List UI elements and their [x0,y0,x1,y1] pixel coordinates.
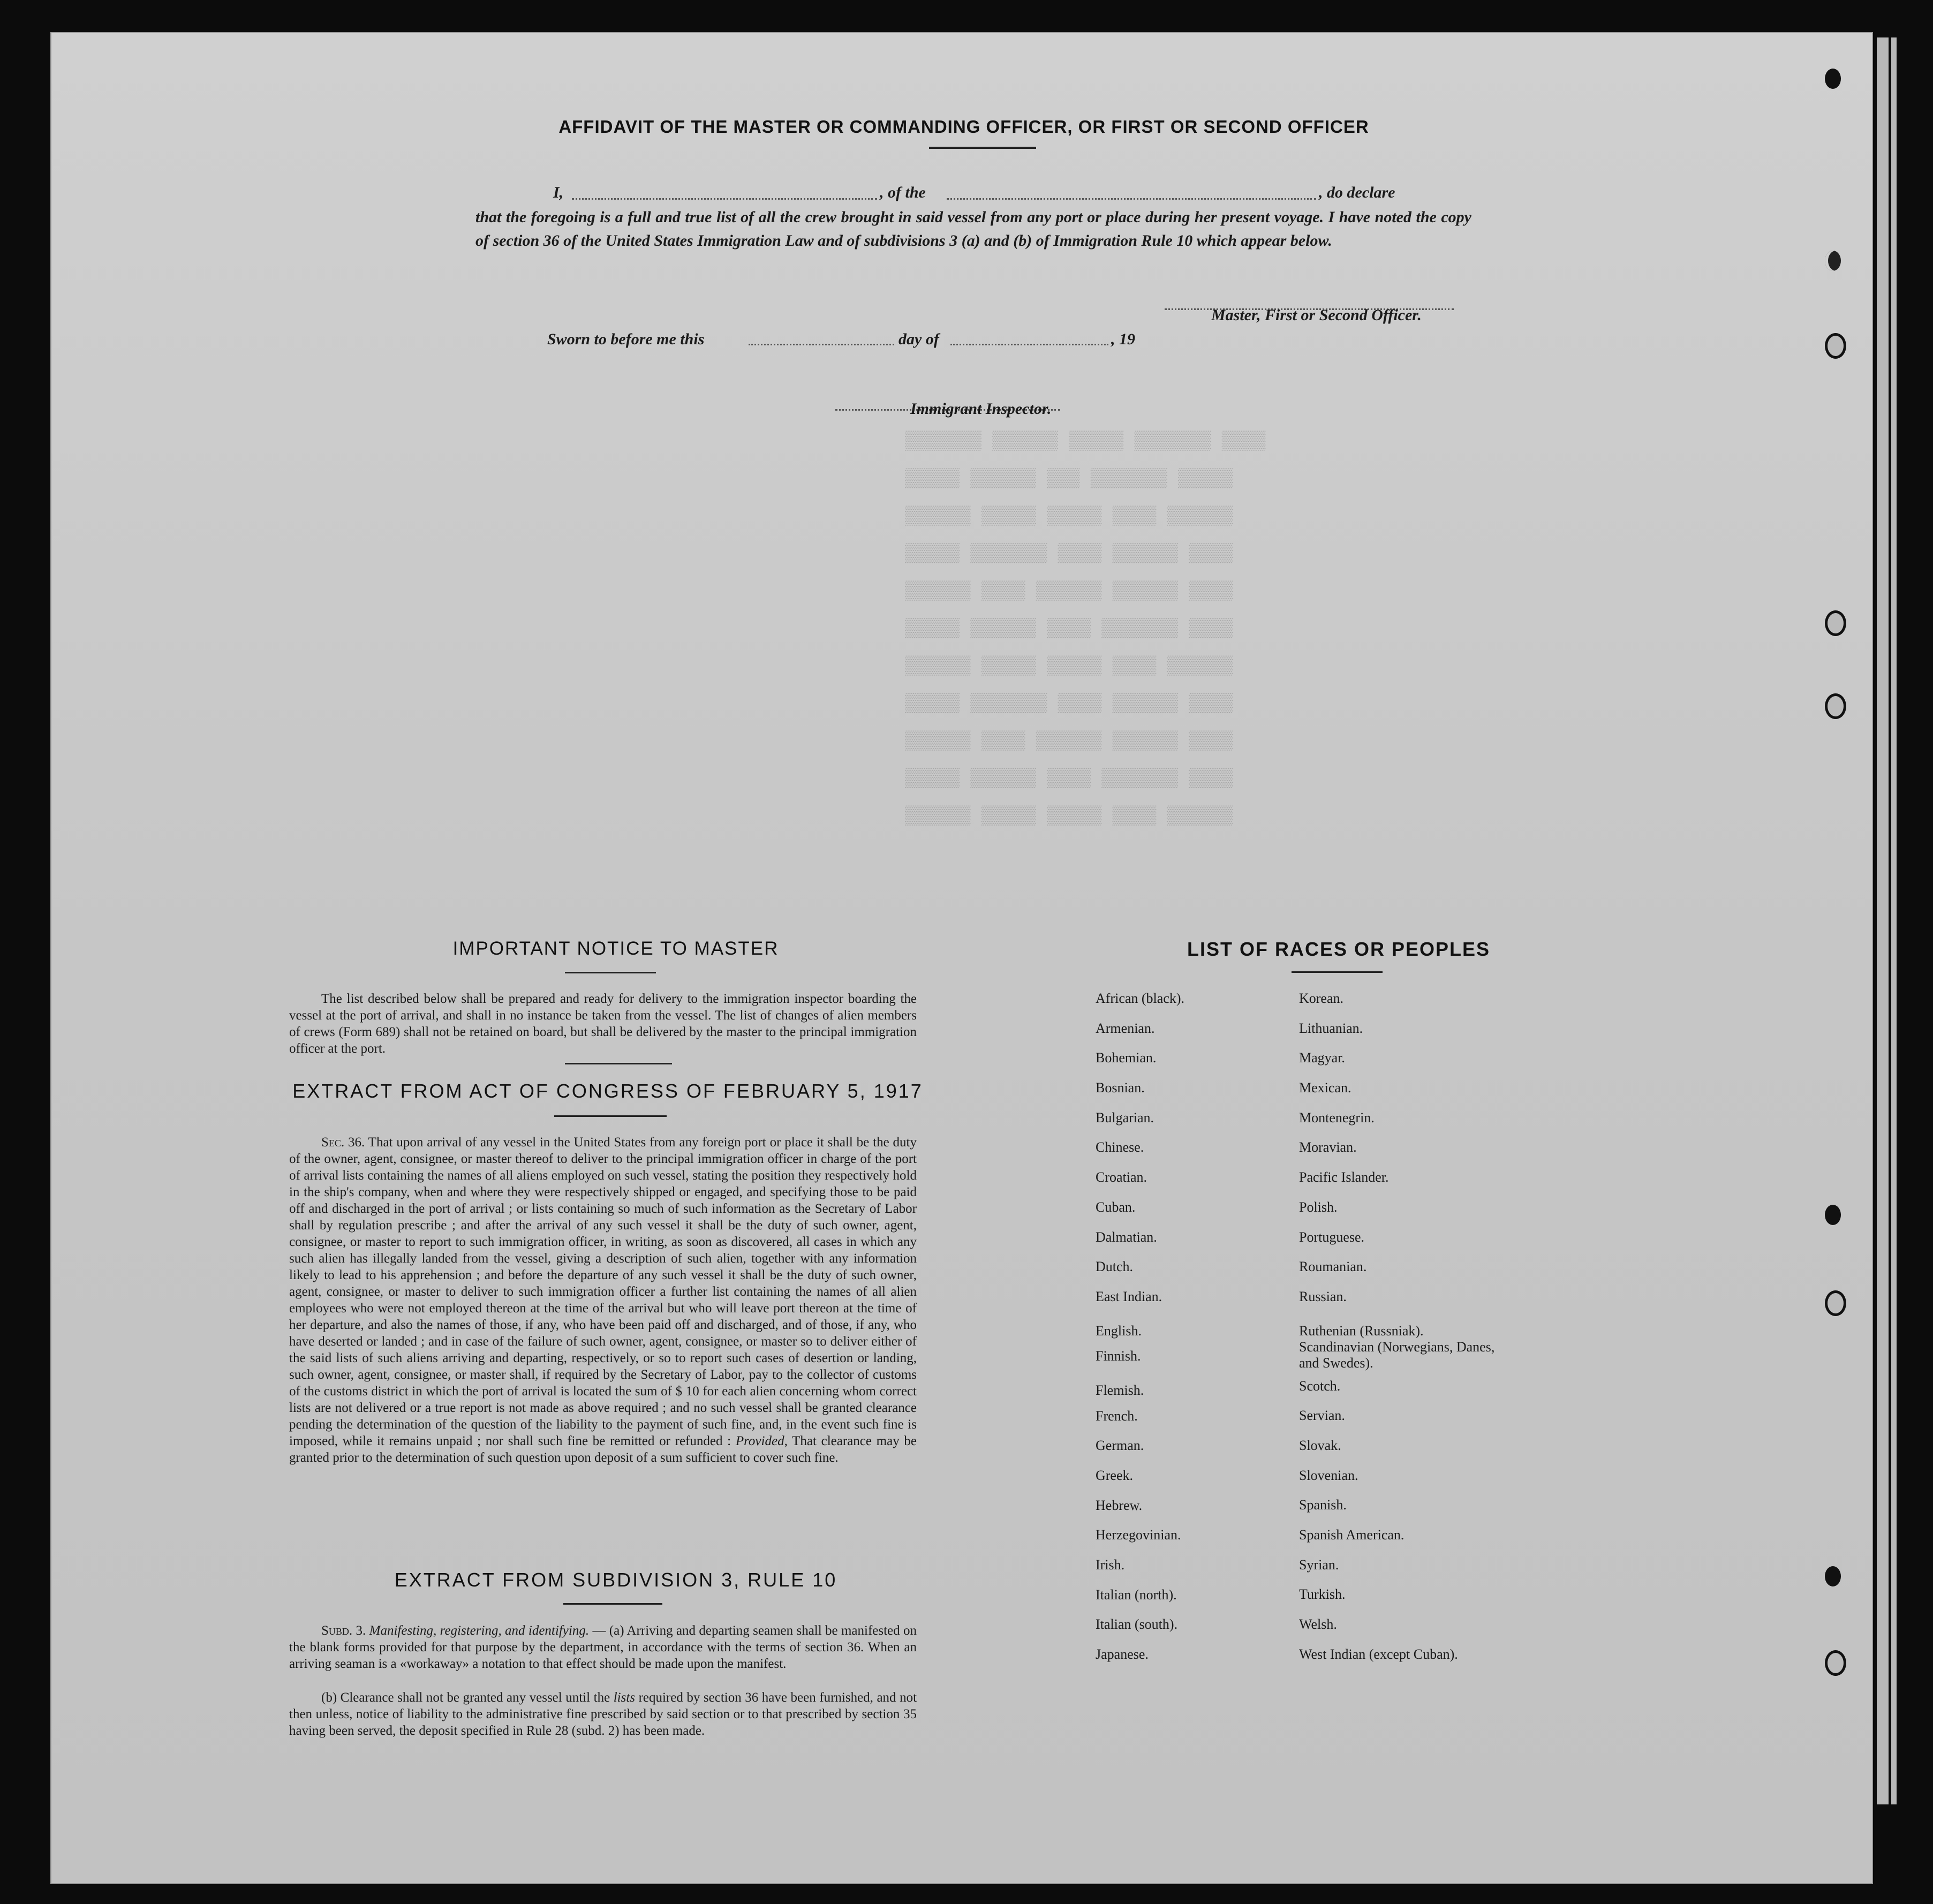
rule-para-a [289,1622,917,1672]
master-signature-label: Master, First or Second Officer. [1211,306,1422,324]
race-item: Portuguese. [1299,1229,1365,1245]
subd-label: Subd. 3. [321,1623,366,1638]
section-36-text: That upon arrival of any vessel in the United States from any foreign port or place it shall be the duty of the owner, agent, consignee, or master thereof to deliver to the principal immigration officer in charge of the port of arrival lists containing the names of all aliens employed on such vessel, stating the position they respectively hold in the ship's company, when and where they were respectively shipped or engaged, and specifying those to be paid off and discharged in the port of arrival ; or lists containing so much of such information as the Secretary of Labor shall by regulation prescribe ; and after the arrival of any such vessel it shall be the duty of such owner, agent, consignee, or master to report to such immigration officer, in writing, as soon as discovered, all cases in which any such alien has illegally landed from the vessel, giving a description of such alien, together with any information likely to lead to his apprehension ; and before the departure of any such vessel it shall be the duty of such owner, agent, consignee, or master to deliver to such immigration officer a further list containing the names of all alien employees who were not employed thereon at the time of the arrival but who will leave port thereon at the time of her departure, and also the names of those, if any, who have been paid off and discharged, and of those, if any, who have deserted or landed ; and in case of the failure of such owner, agent, consignee, or master so to deliver either of the said lists of such aliens arriving and departing, respectively, or so to report such cases of desertion or landing, such owner, agent, consignee, or master shall, if required by the Secretary of Labor, pay to the collector of customs of the customs district in which the port of arrival is located the sum of $ 10 for each alien concerning whom correct lists are not delivered or a true report is not made as above required ; and no such vessel shall be granted clearance pending the determination of the question of the liability to the payment of such fine, and, in the event such fine is imposed, while it remains unpaid ; nor shall such fine be remitted or refunded : [289,1135,917,1448]
race-item: Ruthenian (Russniak). [1299,1323,1424,1339]
para-b-end: required by section 36 have been furnished, and not then unless, notice of liability to the administrative fine prescribed by said section or to that prescribed by section 35 having been served, the deposit specified in Rule 28 (subd. 2) has been made. [289,1690,917,1738]
race-item: Spanish American. [1299,1527,1405,1543]
name-blank [572,197,877,200]
rule-para-b [289,1689,917,1739]
punch-hole [1825,1650,1846,1676]
notice-title: IMPORTANT NOTICE TO MASTER [452,938,779,959]
race-item: Mexican. [1299,1080,1351,1096]
races-right-column [1299,991,1513,1676]
race-item: Polish. [1299,1199,1338,1215]
race-item: Bulgarian. [1096,1109,1154,1125]
sworn-year: , 19 [1111,330,1135,348]
race-item: Magyar. [1299,1050,1345,1066]
punch-hole [1825,1205,1841,1225]
race-item: Roumanian. [1299,1259,1367,1275]
section-label: Sec. 36. [321,1135,365,1150]
race-item: Dutch. [1096,1259,1134,1275]
race-item: Hebrew. [1096,1497,1143,1513]
act-title: EXTRACT FROM ACT OF CONGRESS OF FEBRUARY 5, 1917 [292,1080,923,1102]
race-item: Cuban. [1096,1199,1136,1215]
notice-divider [565,1063,672,1064]
subd-para-a: — (a) Arriving and departing seamen shall be manifested on the blank forms provided for that purpose by the department, in accordance with the terms of section 36. When an arriving seaman is a «workaway» a notation to that effect should be made upon the manifest. [289,1623,917,1671]
punch-hole [1825,1290,1846,1316]
race-item: French. [1096,1408,1138,1424]
race-item: Bohemian. [1096,1050,1157,1066]
race-item: Japanese. [1096,1646,1149,1663]
race-item: Moravian. [1299,1139,1357,1155]
subd-heading: Manifesting, registering, and identifying. [369,1623,590,1638]
punch-hole [1825,610,1846,636]
rule-title: EXTRACT FROM SUBDIVISION 3, RULE 10 [394,1569,837,1591]
race-item: Scotch. [1299,1378,1341,1394]
rule-rule [563,1603,662,1605]
race-item: Turkish. [1299,1586,1346,1603]
race-item: Italian (south). [1096,1616,1178,1633]
page-edge [1891,37,1897,1804]
race-item: Lithuanian. [1299,1020,1363,1036]
sworn-day-blank [749,343,894,345]
race-item: Slovak. [1299,1437,1341,1453]
race-item: Bosnian. [1096,1080,1145,1096]
race-item: English. [1096,1323,1142,1339]
declare-label: , do declare [1319,184,1395,201]
notice-body: The list described below shall be prepared and ready for delivery to the immigration inspector boarding the vessel at the port of arrival, and shall in no instance be taken from the vessel. The list of changes of alien members of crews (Form 689) shall not be retained on board, but shall be delivered by the master to the principal immigration officer at the port. [289,992,917,1056]
act-body [289,1134,917,1466]
title-rule [929,147,1036,149]
punch-hole [1825,251,1841,271]
race-item: Irish. [1096,1557,1125,1573]
race-item: Pacific Islander. [1299,1169,1389,1185]
i-label: I, [553,184,564,201]
race-item: Armenian. [1096,1020,1155,1036]
race-item: Finnish. [1096,1348,1141,1364]
race-item: Greek. [1096,1468,1134,1483]
races-rule [1292,971,1383,973]
race-item: Slovenian. [1299,1467,1358,1483]
affidavit-body: that the foregoing is a full and true list of all the crew brought in said vessel from any port or place during her present voyage. I have noted the copy of section 36 of the United States Immigration Law and of subdivisions 3 (a) and (b) of Immigration Rule 10 which appear below. [475,208,1471,250]
affidavit-line-1 [475,181,1471,205]
race-item: German. [1096,1438,1144,1454]
race-item: West Indian (except Cuban). [1299,1646,1458,1662]
race-item: East Indian. [1096,1288,1162,1304]
punch-hole [1825,69,1841,89]
race-item: Welsh. [1299,1616,1337,1633]
punch-hole [1825,333,1846,359]
punch-hole [1825,693,1846,719]
vessel-blank [947,197,1316,200]
race-item: Servian. [1299,1408,1345,1424]
sworn-prefix: Sworn to before me this [547,330,705,348]
race-item: Flemish. [1096,1382,1144,1398]
races-title: LIST OF RACES OR PEOPLES [1187,938,1491,960]
notice-rule [565,972,656,973]
race-item: Herzegovinian. [1096,1527,1181,1543]
race-item: Croatian. [1096,1169,1147,1185]
race-item: Syrian. [1299,1557,1339,1573]
sworn-day-of: day of [898,330,939,348]
race-item: Chinese. [1096,1139,1144,1155]
page-edge [1877,37,1889,1804]
race-item: Korean. [1299,991,1344,1006]
race-item: Dalmatian. [1096,1229,1157,1245]
provided-label: Provided, [735,1434,788,1448]
bleed-through-text: ▒▒▒▒▒▒▒ ▒▒▒▒▒▒ ▒▒▒▒▒ ▒▒▒▒▒▒▒ ▒▒▒▒ ▒▒▒▒▒ ▒▒▒▒▒▒ ▒▒▒ ▒▒▒▒▒▒▒ ▒▒▒▒▒ ▒▒▒▒▒▒ ▒▒▒▒▒ ▒▒▒▒▒ ▒▒▒▒ ▒▒▒▒▒▒ ▒▒▒▒▒ ▒▒▒▒▒▒▒ ▒▒▒▒ ▒▒▒▒▒▒ ▒▒▒▒ ▒▒▒▒▒▒ ▒▒▒▒ ▒▒▒▒▒▒ ▒▒▒▒▒▒ ▒▒▒▒ ▒▒▒▒▒ ▒▒▒▒▒▒ ▒▒▒▒ ▒▒▒▒▒▒▒ ▒▒▒▒ ▒▒▒▒▒▒ ▒▒▒▒▒ ▒▒▒▒▒ ▒▒▒▒ ▒▒▒▒▒▒ ▒▒▒▒▒ ▒▒▒▒▒▒▒ ▒▒▒▒ ▒▒▒▒▒▒ ▒▒▒▒ ▒▒▒▒▒▒ ▒▒▒▒ ▒▒▒▒▒▒ ▒▒▒▒▒▒ ▒▒▒▒ ▒▒▒▒▒ ▒▒▒▒▒▒ ▒▒▒▒ ▒▒▒▒▒▒▒ ▒▒▒▒ ▒▒▒▒▒▒ ▒▒▒▒▒ ▒▒▒▒▒ ▒▒▒▒ ▒▒▒▒▒▒ [905,432,1266,827]
act-rule [554,1115,667,1117]
races-left-column [1096,991,1294,1676]
provided-text: That clearance may be granted prior to the determination of such question upon deposit of a sum sufficient to cover such fine. [289,1434,917,1465]
race-item: African (black). [1096,991,1185,1006]
para-b-lists: lists [613,1690,636,1705]
punch-hole [1825,1566,1841,1586]
inspector-signature-label: Immigrant Inspector. [910,400,1052,418]
race-item: Montenegrin. [1299,1109,1375,1125]
race-item: Scandinavian (Norwegians, Danes, and Swedes). [1299,1339,1495,1371]
sworn-month-blank [950,343,1108,345]
para-b-start: (b) Clearance shall not be granted any vessel until the [321,1690,610,1705]
of-the-label: , of the [880,184,926,201]
race-item: Russian. [1299,1288,1347,1304]
race-item: Spanish. [1299,1497,1347,1513]
race-item: Italian (north). [1096,1586,1177,1603]
affidavit-title: AFFIDAVIT OF THE MASTER OR COMMANDING OFFICER, OR FIRST OR SECOND OFFICER [558,117,1369,137]
